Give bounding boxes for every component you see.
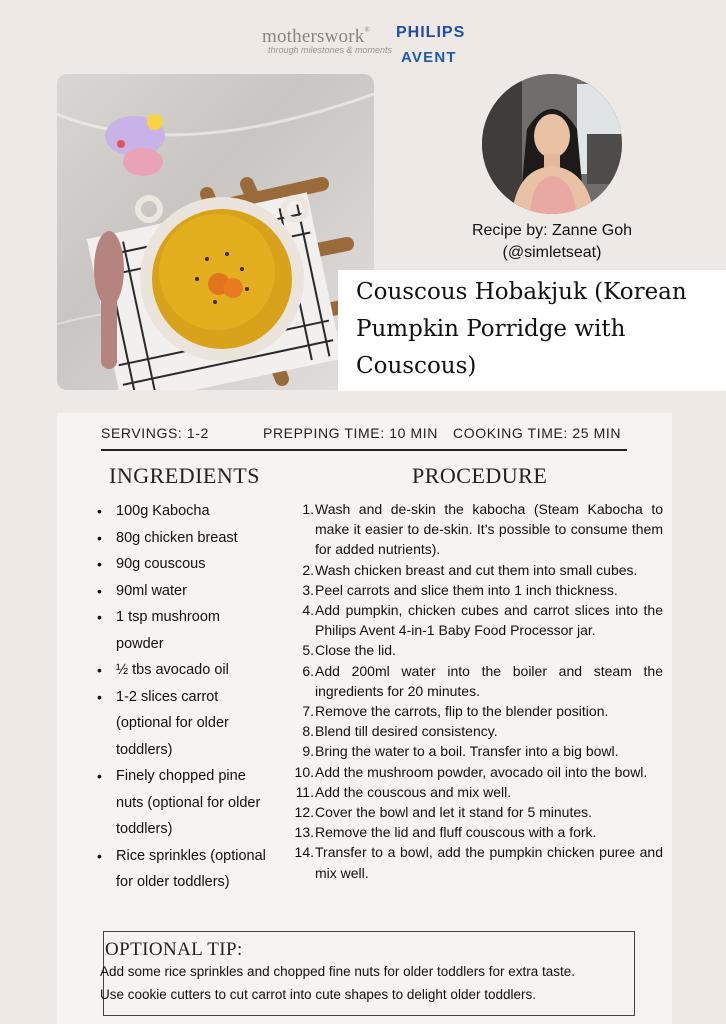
philips-logo: PHILIPS (396, 24, 466, 41)
ingredient-item: • Finely chopped pine nuts (optional for older toddlers) (95, 763, 275, 843)
procedure-step-text: Cover the bowl and let it stand for 5 minutes. (315, 804, 593, 821)
recipe-title-line-2: Pumpkin Porridge with (356, 316, 626, 342)
procedure-step: 11. Add the couscous and mix well. (295, 783, 512, 800)
prepping-time: PREPPING TIME: 10 MIN (263, 425, 438, 441)
procedure-step: 10. Add the mushroom powder, avocado oil into the bowl. (294, 763, 648, 780)
procedure-step-text: Add pumpkin, chicken cubes and carrot slices into the Philips Avent 4-in-1 Baby Food Processor jar. (315, 602, 663, 639)
motherswork-logo: motherswork® (262, 26, 370, 47)
procedure-step: 13. Remove the lid and fluff couscous with a fork. (294, 824, 597, 841)
recipe-card (57, 413, 672, 1024)
motherswork-tagline: through milestones & moments (268, 45, 393, 55)
recipe-title-line-3: Couscous) (356, 353, 477, 379)
procedure-step: 5. Close the lid. (302, 642, 396, 659)
ingredient-item: • 90ml water (95, 578, 295, 605)
procedure-step: 1. Wash and de-skin the kabocha (Steam Kabocha to make it easier to de-skin. It’s possible to consume them for added nutrients). (302, 501, 663, 558)
procedure-step: 6. Add 200ml water into the boiler and steam the ingredients for 20 minutes. (302, 662, 663, 699)
procedure-heading: PROCEDURE (412, 463, 548, 488)
avent-logo: AVENT (401, 49, 457, 66)
porridge-photo (57, 74, 374, 390)
procedure-step: 8. Blend till desired consistency. (302, 723, 498, 740)
author-handle: (@simletseat) (502, 244, 602, 261)
recipe-by-text: Recipe by: Zanne Goh (471, 222, 633, 239)
ingredient-item: • 90g couscous (95, 551, 295, 578)
recipe-author (452, 220, 652, 264)
recipe-meta (101, 423, 627, 451)
procedure-step-text: Wash chicken breast and cut them into small cubes. (315, 561, 638, 578)
ingredient-item: • 1-2 slices carrot (optional for older toddlers) (95, 684, 270, 764)
ingredients-list (95, 498, 295, 896)
tip-line: Add some rice sprinkles and chopped fine nuts for older toddlers for extra taste. (100, 964, 576, 979)
procedure-step-text: Bring the water to a boil. Transfer into a big bowl. (315, 743, 619, 760)
procedure-step: 12. Cover the bowl and let it stand for 5 minutes. (294, 804, 593, 821)
procedure-step-text: Transfer to a bowl, add the pumpkin chicken puree and mix well. (315, 844, 663, 881)
cooking-time: COOKING TIME: 25 MIN (453, 425, 622, 441)
tip-line: Use cookie cutters to cut carrot into cute shapes to delight older toddlers. (100, 987, 536, 1002)
recipe-title-line-1: Couscous Hobakjuk (Korean (356, 279, 687, 305)
procedure-step-text: Remove the lid and fluff couscous with a fork. (315, 824, 597, 841)
procedure-step: 3. Peel carrots and slice them into 1 inch thickness. (302, 581, 618, 598)
procedure-step-text: Add the mushroom powder, avocado oil into the bowl. (315, 763, 648, 780)
procedure-step-text: Blend till desired consistency. (315, 723, 498, 740)
brand-logos (262, 22, 492, 72)
procedure-list (289, 499, 663, 883)
procedure-step-text: Remove the carrots, flip to the blender position. (315, 703, 609, 720)
ingredient-item: • 100g Kabocha (95, 498, 295, 525)
ingredients-heading: INGREDIENTS (109, 463, 260, 488)
procedure-step: 9. Bring the water to a boil. Transfer into a big bowl. (302, 743, 619, 760)
ingredient-item: • 80g chicken breast (95, 525, 295, 552)
recipe-title-box (338, 270, 726, 391)
procedure-step-text: Close the lid. (315, 642, 396, 659)
ingredient-item: • Rice sprinkles (optional for older toddlers) (95, 843, 270, 896)
procedure-step-text: Peel carrots and slice them into 1 inch thickness. (315, 581, 618, 598)
author-photo (482, 74, 622, 214)
procedure-step-text: Add 200ml water into the boiler and steam the ingredients for 20 minutes. (315, 662, 663, 699)
procedure-step-text: Wash and de-skin the kabocha (Steam Kabocha to make it easier to de-skin. It’s possible to consume them for added nutrients). (315, 501, 663, 558)
tip-title: OPTIONAL TIP: (105, 939, 243, 960)
servings: SERVINGS: 1-2 (101, 425, 209, 441)
ingredient-item: • 1 tsp mushroom powder (95, 604, 235, 657)
procedure-step: 7. Remove the carrots, flip to the blender position. (302, 703, 609, 720)
motherswork-logo-text: motherswork (262, 26, 365, 47)
procedure-step-text: Add the couscous and mix well. (315, 783, 512, 800)
procedure-step: 4. Add pumpkin, chicken cubes and carrot slices into the Philips Avent 4-in-1 Baby Food Processor jar. (302, 602, 663, 639)
procedure-step: 2. Wash chicken breast and cut them into small cubes. (302, 561, 638, 578)
procedure-step: 14. Transfer to a bowl, add the pumpkin chicken puree and mix well. (294, 844, 663, 881)
optional-tip-box (100, 931, 635, 1016)
ingredient-item: • ½ tbs avocado oil (95, 657, 295, 684)
